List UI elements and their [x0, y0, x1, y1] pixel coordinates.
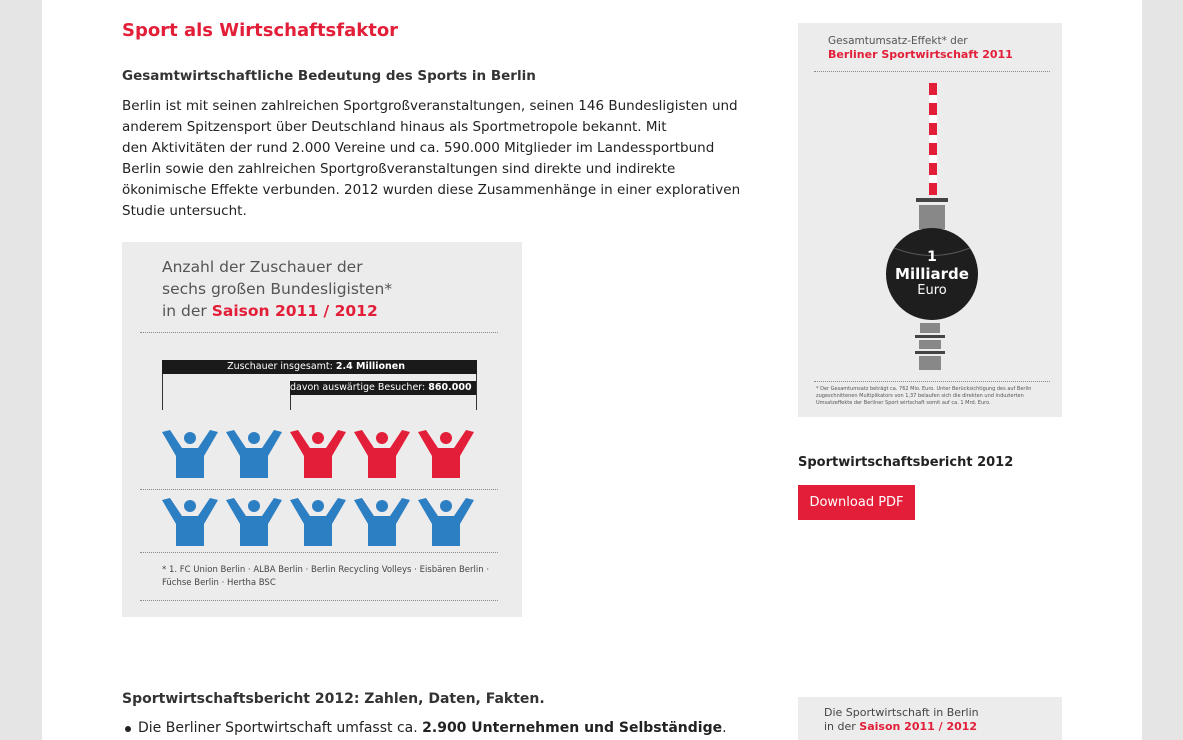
dotted-divider	[140, 489, 498, 490]
fans-row-1	[160, 430, 480, 482]
fact-text: Die Berliner Sportwirtschaft umfasst ca.	[138, 720, 418, 736]
facts-list	[122, 720, 727, 736]
fans-row-2	[160, 498, 480, 550]
revenue-number: 1	[927, 249, 937, 265]
footnote-line: * 1. FC Union Berlin · ALBA Berlin · Berlin Recycling Volleys · Eisbären Berlin ·	[162, 565, 490, 575]
infographic-title-line: Die Sportwirtschaft in Berlin	[824, 706, 979, 719]
fan-icon	[418, 498, 474, 546]
infographic-title-line	[162, 300, 392, 322]
tv-tower-icon	[798, 78, 1062, 378]
fan-icon	[354, 430, 410, 478]
infographic-title-line: sechs großen Bundesligisten*	[162, 280, 393, 298]
total-spectators-bar	[162, 360, 477, 374]
dotted-divider	[140, 552, 498, 553]
intro-line: Berlin ist mit seinen zahlreichen Sportgroßveranstaltungen, seinen 146 Bundesligisten und	[122, 98, 738, 114]
revenue-title-line: Gesamtumsatz-Effekt* der	[828, 35, 968, 47]
visitors-value: 860.000	[428, 382, 472, 393]
revenue-infographic	[798, 23, 1062, 417]
revenue-title-highlight: Berliner Sportwirtschaft 2011	[828, 48, 1013, 61]
infographic-title-line	[824, 720, 977, 733]
bracket-line	[290, 395, 291, 410]
title-prefix: in der	[824, 720, 856, 733]
report-title: Sportwirtschaftsbericht 2012	[798, 455, 1014, 470]
intro-line: anderem Spitzensport über Deutschland hinaus als Sportmetropole bekannt. Mit	[122, 119, 667, 135]
bracket-line	[162, 374, 163, 410]
intro-paragraph	[122, 96, 741, 222]
spectators-infographic	[122, 242, 522, 617]
total-value: 2.4 Millionen	[335, 361, 405, 372]
dotted-divider	[814, 71, 1050, 72]
intro-line: Studie untersucht.	[122, 203, 247, 219]
visitors-bar	[290, 381, 477, 395]
section-subheading: Gesamtwirtschaftliche Bedeutung des Sports in Berlin	[122, 68, 536, 84]
season-highlight: Saison 2011 / 2012	[859, 720, 978, 733]
intro-line: Berlin sowie den zahlreichen Sportgroßveranstaltungen sind direkte und indirekte	[122, 161, 676, 177]
fan-icon	[290, 430, 346, 478]
revenue-currency: Euro	[917, 283, 947, 298]
total-label: Zuschauer insgesamt:	[227, 361, 333, 372]
title-prefix: in der	[162, 302, 207, 320]
infographic-title	[162, 256, 392, 322]
fact-end: .	[722, 720, 727, 736]
fan-icon	[162, 430, 218, 478]
page-title: Sport als Wirtschaftsfaktor	[122, 20, 399, 41]
fan-icon	[226, 430, 282, 478]
sport-economy-infographic	[798, 697, 1062, 740]
download-pdf-button[interactable]: Download PDF	[798, 485, 915, 520]
footnote-line: Füchse Berlin · Hertha BSC	[162, 578, 276, 588]
intro-line: ökonimische Effekte verbunden. 2012 wurden diese Zusammenhänge in einer explorativen	[122, 182, 741, 198]
visitors-label: davon auswärtige Besucher:	[290, 382, 426, 393]
bracket-line	[476, 374, 477, 410]
page-content	[42, 0, 1142, 740]
infographic-title-line: Anzahl der Zuschauer der	[162, 258, 363, 276]
facts-heading: Sportwirtschaftsbericht 2012: Zahlen, Daten, Fakten.	[122, 691, 545, 707]
fan-icon	[162, 498, 218, 546]
list-item	[122, 720, 727, 736]
dotted-divider	[814, 381, 1050, 382]
revenue-value	[884, 249, 980, 299]
fan-icon	[290, 498, 346, 546]
tower-antenna	[929, 83, 937, 195]
dotted-divider	[140, 332, 498, 333]
fan-icon	[354, 498, 410, 546]
revenue-unit: Milliarde	[895, 265, 969, 283]
infographic-footnote	[162, 564, 489, 590]
revenue-footnote: * Der Gesamtumsatz beträgt ca. 762 Mio. Euro. Unter Berücksichtigung des auf Berlin zugeschnittenen Multiplikators von 1,37 belaufen sich die direkten und induzierten Umsatzeffekte der Berliner Sport wirtschaft somit auf ca. 1 Mrd. Euro.	[816, 386, 1032, 406]
dotted-divider	[140, 600, 498, 601]
fan-icon	[226, 498, 282, 546]
season-highlight: Saison 2011 / 2012	[211, 302, 378, 320]
fact-highlight: 2.900 Unternehmen und Selbständige	[422, 720, 723, 736]
intro-line: den Aktivitäten der rund 2.000 Vereine und ca. 590.000 Mitglieder im Landessportbund	[122, 140, 715, 156]
fan-icon	[418, 430, 474, 478]
